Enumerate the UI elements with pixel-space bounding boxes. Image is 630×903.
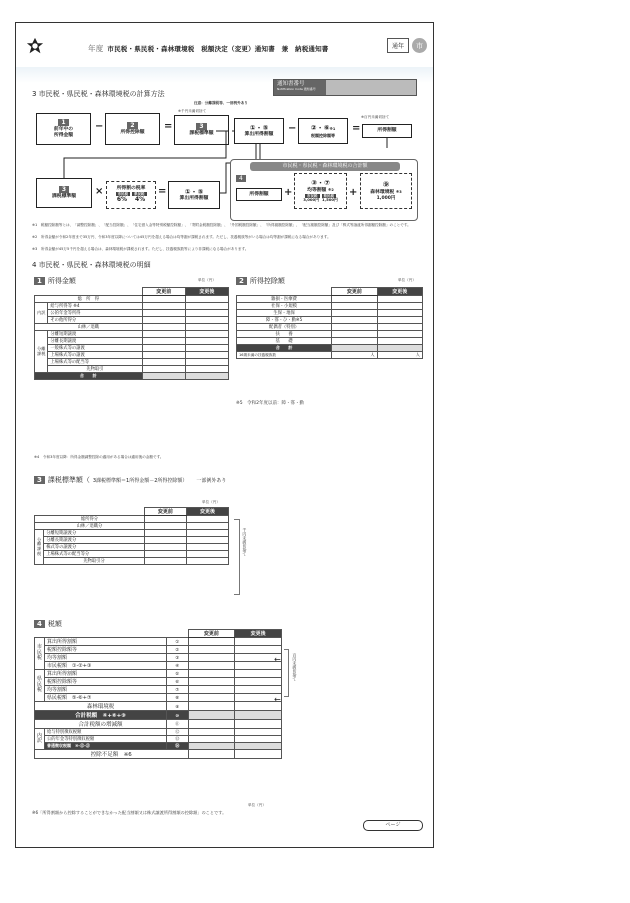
tax-std-label: 課税標準額 <box>52 194 76 200</box>
t2-row-label: 生保・地保 <box>237 310 332 317</box>
box-income <box>36 113 91 145</box>
rate-label: 所得割の税率 <box>116 186 146 192</box>
box-taxable-label: 課税標準額 <box>189 131 214 137</box>
t3-heading <box>34 475 226 485</box>
t4-row-label: 均等割額 <box>45 654 167 662</box>
kintou-pref: 県民税 <box>323 193 334 198</box>
shinrin-value: 1,000円 <box>376 196 396 202</box>
t4-group-uchiwake: 内訳 <box>35 729 45 750</box>
footnote-2: ※2 所得金額が令和2年度まで35万円、令和3年度以降については45万円を超える場合は均等割が課税されます。ただし、扶養親族等がいる場合は均等割が課税になる場合があります。 <box>32 235 331 239</box>
rate-city-value: 6% <box>116 196 127 204</box>
t1-row-label: 給与所得等 ※4 <box>48 303 142 310</box>
box-calc-tax <box>234 118 284 144</box>
t3-row-label: 分離短期譲渡分 <box>44 530 145 537</box>
t2-col-before: 変更前 <box>332 288 377 296</box>
title-text: 市民税・県民税・森林環境税 税額決定（変更）通知書 兼 納税通知書 <box>107 45 329 53</box>
t3-row-label: 分離長期譲渡分 <box>44 537 145 544</box>
box-income-label: 前年中の 所得金額 <box>53 127 74 139</box>
t4-group-city: 市民税 <box>35 638 45 670</box>
t4-heading <box>34 619 62 629</box>
t4-row-num: ① <box>167 638 188 646</box>
formula-3-7: ③・⑦ <box>311 179 330 188</box>
num-1: 1 <box>58 119 68 127</box>
page-number-box: ページ <box>363 820 423 831</box>
footnote-1: ※1 税額控除額等とは、「調整控除額」、「配当控除額」、「住宅借入金等特別税額控除額」、「寄附金税額控除額」、「外国税額控除額」、「所得割額控除額」、「配当割額控除額」及び「株式等譲渡所得割額控除額」のことです。 <box>32 223 411 227</box>
t4-row-label: 税額控除額等 <box>45 646 167 654</box>
box-rate <box>106 181 156 209</box>
t4-row-num: ③ <box>167 654 188 662</box>
t4-row-num: ⑥ <box>167 678 188 686</box>
box-kintou <box>294 173 347 209</box>
t1-heading <box>34 276 76 286</box>
shotoku-label: 所得割額 <box>377 128 397 133</box>
t1-row-label: 分離短期譲渡 <box>48 331 142 338</box>
cut-note-2: ※百円未満切捨て <box>361 115 390 119</box>
t4-row-label: 控除不足額 ※6 <box>35 750 189 759</box>
t4-row-num: ⑨ <box>167 702 188 711</box>
t2-row-label: 配偶者（特別） <box>237 324 332 331</box>
city-badge: 市 <box>412 38 427 53</box>
t4-row-label: 合計税額の増減額 <box>35 720 167 729</box>
t3-bracket <box>234 519 240 595</box>
taxable-table <box>34 507 229 565</box>
box-taxable-2 <box>36 178 92 208</box>
t4-row-label: 県民税額 ⑤-⑥+⑦ <box>45 694 167 702</box>
t3-exception: 一部例外あり <box>196 477 227 484</box>
t3-row-label: 総所得分 <box>35 516 145 523</box>
t1-row-label: 山林／退職 <box>35 324 143 331</box>
t2-row-label: 社保・小規模 <box>237 303 332 310</box>
rate-city: 市民税 <box>117 192 128 197</box>
shinrin-label: 森林環境税 <box>370 190 395 196</box>
footnote-5: ※5 令和2年度以前：障・寡・勤 <box>236 401 304 406</box>
formula-9: ⑨ <box>382 180 390 190</box>
t4-num: 4 <box>34 620 45 628</box>
t4-group-pref: 県民税 <box>35 670 45 702</box>
notice-label: 通知書番号 <box>277 81 305 87</box>
footnote-4: ※4 令和3年度以降：所得金額調整控除の適用がある場合は適用後の金額です。 <box>34 455 164 459</box>
t3-group-bunri: 分離課税 <box>35 530 44 565</box>
box-shinrin <box>360 173 412 209</box>
t4-row-num: ⑩ <box>167 711 188 720</box>
t2-row-label: 障・寡・ひ・勤※5 <box>237 317 332 324</box>
t1-col-after: 変更後 <box>185 288 228 296</box>
t4-row-num: ④ <box>167 662 188 670</box>
t4-row-num: ② <box>167 646 188 654</box>
t4-row-num: ⑤ <box>167 670 188 678</box>
t2-person-before: 人 <box>332 352 377 359</box>
t4-row-num: ⑧ <box>167 694 188 702</box>
num-3: 3 <box>196 123 206 131</box>
t3-num: 3 <box>34 476 45 484</box>
calc-tax-2-label: 算出所得割額 <box>179 196 209 202</box>
shotoku-2-label: 所得割額 <box>249 191 269 197</box>
footnote-3: ※3 所得金額が45万5千円を超える場合は、森林環境税が課税されます。ただし、扶養親族数等により非課税になる場合があります。 <box>32 247 249 251</box>
city-emblem-icon <box>26 37 44 55</box>
header <box>16 23 433 68</box>
t1-group-uchiwake: 内訳 <box>35 303 48 324</box>
formula-1-5b: ①・⑤ <box>184 187 204 196</box>
footnote-mark-2: ※2 <box>328 187 334 192</box>
num-2: 2 <box>127 122 137 130</box>
notice-sub: Notification Code 通知番号 <box>277 86 316 91</box>
kintou-city: 市民税 <box>307 193 318 198</box>
box-shotoku-2 <box>236 188 282 201</box>
rate-pref: 県民税 <box>134 192 145 197</box>
t4-row-label: 算出所得割額 <box>45 670 167 678</box>
formula-1-5: ①・⑤ <box>249 123 269 132</box>
t1-total-label: 合 計 <box>35 373 143 380</box>
arrow-left-icon: ← <box>274 695 281 704</box>
t4-side-note: 百円未満切捨て <box>292 653 298 681</box>
num-4: 4 <box>236 175 246 182</box>
t1-row-label: 上場株式等の譲渡 <box>48 352 142 359</box>
t4-row-label: 給与特別徴収税額 <box>45 729 167 736</box>
section3-title: 3 市民税・県民税・森林環境税の計算方法 <box>32 90 165 98</box>
t4-row-num: ⑫ <box>167 729 188 736</box>
t4-row-label: 公的年金等特別徴収税額 <box>45 736 167 743</box>
t4-row-label: 市民税額 ①-②+③ <box>45 662 167 670</box>
section3-note: 注意：分離課税等、一部例外あり <box>194 101 248 105</box>
t4-row-num: ⑪ <box>167 720 188 729</box>
calc-tax-label: 算出所得割額 <box>244 132 274 138</box>
t3-row-label: 上場株式等の配当等分 <box>44 551 145 558</box>
deduct-label: 税額控除額等 <box>311 132 335 138</box>
formula-2-6: ②・⑥ <box>310 124 330 133</box>
t4-title: 税額 <box>47 620 62 628</box>
t1-row-label: 公的年金等所得 <box>48 310 142 317</box>
t4-col-after: 変更後 <box>235 630 282 638</box>
box-deduction <box>105 113 160 145</box>
t1-row-label: 総 所 得 <box>35 296 143 303</box>
t3-col-before: 変更前 <box>144 508 186 516</box>
t1-row-label: 先物取引 <box>48 366 142 373</box>
t2-row-label: 雑損・医療費 <box>237 296 332 303</box>
t1-row-label: 上場株式等の配当等 <box>48 359 142 366</box>
tax-amount-table <box>34 629 282 759</box>
box-deduct <box>298 118 348 144</box>
t4-row-label: 普通徴収税額 ⑩-⑫-⑬ <box>45 743 167 750</box>
t1-group-bunri: 分離課税 <box>35 331 48 373</box>
t3-row-label: 株式等の譲渡分 <box>44 544 145 551</box>
t4-row-num: ⑬ <box>167 736 188 743</box>
era-label: 年度 <box>88 44 104 53</box>
box-taxable <box>174 115 229 145</box>
t4-row-label: 均等割額 <box>45 686 167 694</box>
footnote-mark-3: ※3 <box>395 190 402 195</box>
t1-title: 所得金額 <box>47 277 76 285</box>
t4-col-before: 変更前 <box>188 630 235 638</box>
rate-pref-value: 4% <box>135 196 146 204</box>
t4-row-label: 税額控除額等 <box>45 678 167 686</box>
kintou-label: 均等割額 <box>307 187 327 193</box>
footnote-6: ※6「所得割額から控除することができなかった配当割額又は株式譲渡所得割額の控除額」のことです。 <box>32 810 227 815</box>
kintou-pref-value: 1,500円 <box>322 197 338 203</box>
t2-total-label: 合 計 <box>237 345 332 352</box>
t2-num: 2 <box>236 277 247 285</box>
t2-col-after: 変更後 <box>377 288 422 296</box>
t4-total-label: 合計税額 ④+⑧+⑨ <box>35 711 167 720</box>
box-calc-tax-2 <box>168 181 220 209</box>
t3-row-label: 山林／退職分 <box>35 523 145 530</box>
arrow-left-icon: ← <box>274 655 281 664</box>
income-table <box>34 287 229 380</box>
t2-row-label: 基 礎 <box>237 338 332 345</box>
cut-note-1: ※千円未満切捨て <box>178 109 207 113</box>
t3-unit: 単位（円） <box>202 500 220 504</box>
t4-row-label: 森林環境税 <box>35 702 167 711</box>
box-shotoku <box>362 124 412 138</box>
deduction-table <box>236 287 423 359</box>
t1-num: 1 <box>34 277 45 285</box>
t2-title: 所得控除額 <box>249 277 285 285</box>
t1-row-label: 分離長期譲渡 <box>48 338 142 345</box>
t4-row-num: ⑦ <box>167 686 188 694</box>
t2-unit: 単位（円） <box>398 278 416 282</box>
tax-notice-page: 年度 市民税・県民税・森林環境税 税額決定（変更）通知書 兼 納税通知書 通年 市 通知書番号 Notification Code 通知番号 3 市民税・県民税・森林環境税の計算方法 注意：分離課税等、一部例外あり 1 前年中の 所得金額 − 2 所得控除額 = ※千円未満切捨て 3 課税標準額 ①・⑤ 算出所得割額 − ②・⑥※1 税額控除額等 = ※百円未満切捨て 所得割額 3 課税標準額 × 所得割の税率 市民税 県民税 6% 4% = ①・⑤ 算出所得割額 市民税・県民税・森林環境税の合計額 4 所得割額 + ③・⑦ 均等割額 ※2 市民税 県民税 3,000円 1,500円 + ⑨ 森林環境税 ※3 1,000円 ※1 税額控除額等とは、「調整控除額」、「配当控除額」、「住宅借入金等特別税額控除額」、「寄附金税額控除額」、「外国税額控除額」、「所得割額控除額」、「配当割額控除額」及び「株式等譲渡所得割額控除額」のことです。 ※2 所得金額が令和2年度まで35万円、令和3年度以降については45万円を超える場合は均等割が課税されます。ただし、扶養親族等がいる場合は均等割が課税になる場合があります。 ※3 所得金額が45万5千円を超える場合は、森林環境税が課税されます。ただし、扶養親族数等により非課税になる場合があります。 4 市民税・県民税・森林環境税の明細 1 所得金額 単位（円） 変更前 変更後 総 所 得 内訳 給与所得等 ※4 公的年金等所得 その他所得分 山林／退職 分離課税 分離短期譲渡 分離長期譲渡 一般株式等の譲渡 上場株式等の譲渡 上場株式等の配当等 先物取引 合 計 ※4 令和3年度以降：所得金額調整控除の適用がある場合は適用後の金額です。 2 所得控除額 単位（円） 変更前 変更後 雑損・医療費 社保・小規模 生保・地保 障・寡・ひ・勤※5 配偶者（特別） 扶 養 基 礎 合 計 16歳未満の扶養親族数 人 人 ※5 令和2年度以前：障・寡・勤 3 課税標準額（ 3課税標準額＝1所得金額－2所得控除額） 一部例外あり 単位（円） 変更前 変更後 総所得分 山林／退職分 分離課税 分離短期譲渡分 分離長期譲渡分 株式等の譲渡分 上場株式等の配当等分 先物取引分 千円未満切捨て 4 税額 変更前 変更後 市民税 算出所得割額 ① 税額控除額等 ② 均等割額 ③ 市民税額 ①-②+③ ④ 県民税 算出所得割額 ⑤ 税額控除額等 ⑥ 均等割額 ⑦ 県民税額 ⑤-⑥+⑦ ⑧ 森林環境税 ⑨ 合計税額 ④+⑧+⑨ ⑩ 合計税額の増減額 ⑪ 内訳 給与特別徴収税額 ⑫ 公的年金等特別徴収税額 ⑬ 普通徴収税額 ⑩-⑫-⑬ ⑭ 控除不足額 ※6 単位（円） ← ← 百円未満切捨て ※6「所得割額から控除することができなかった配当割額又は株式譲渡所得割額の控除額」のことです。 ページ <box>15 22 434 848</box>
t1-col-before: 変更前 <box>142 288 185 296</box>
t1-row-label: 一般株式等の譲渡 <box>48 345 142 352</box>
t3-title: 課税標準額（ <box>47 476 90 484</box>
t3-row-label: 先物取引分 <box>44 558 145 565</box>
notice-number-value <box>326 80 416 95</box>
total-banner: 市民税・県民税・森林環境税の合計額 <box>250 162 400 171</box>
kintou-city-value: 3,000円 <box>303 197 319 203</box>
t2-row-label: 扶 養 <box>237 331 332 338</box>
t4-unit: 単位（円） <box>248 803 266 807</box>
section4-title: 4 市民税・県民税・森林環境税の明細 <box>32 261 151 269</box>
t3-col-after: 変更後 <box>186 508 228 516</box>
t3-formula: 3課税標準額＝1所得金額－2所得控除額） <box>92 477 188 484</box>
notice-number-field <box>273 79 417 96</box>
t2-row-label: 16歳未満の扶養親族数 <box>237 352 332 359</box>
num-3b: 3 <box>59 186 69 194</box>
t1-row-label: その他所得分 <box>48 317 142 324</box>
t2-person-after: 人 <box>377 352 422 359</box>
box-deduction-label: 所得控除額 <box>120 130 145 136</box>
footnote-mark-1: ※1 <box>329 127 336 132</box>
t1-unit: 単位（円） <box>198 278 216 282</box>
t3-side-note: 千円未満切捨て <box>242 528 248 556</box>
header-title <box>88 43 329 54</box>
t2-heading <box>236 276 285 286</box>
t4-bracket <box>284 649 289 697</box>
era-box: 通年 <box>387 38 409 53</box>
t4-row-num: ⑭ <box>167 743 188 750</box>
t4-row-label: 算出所得割額 <box>45 638 167 646</box>
